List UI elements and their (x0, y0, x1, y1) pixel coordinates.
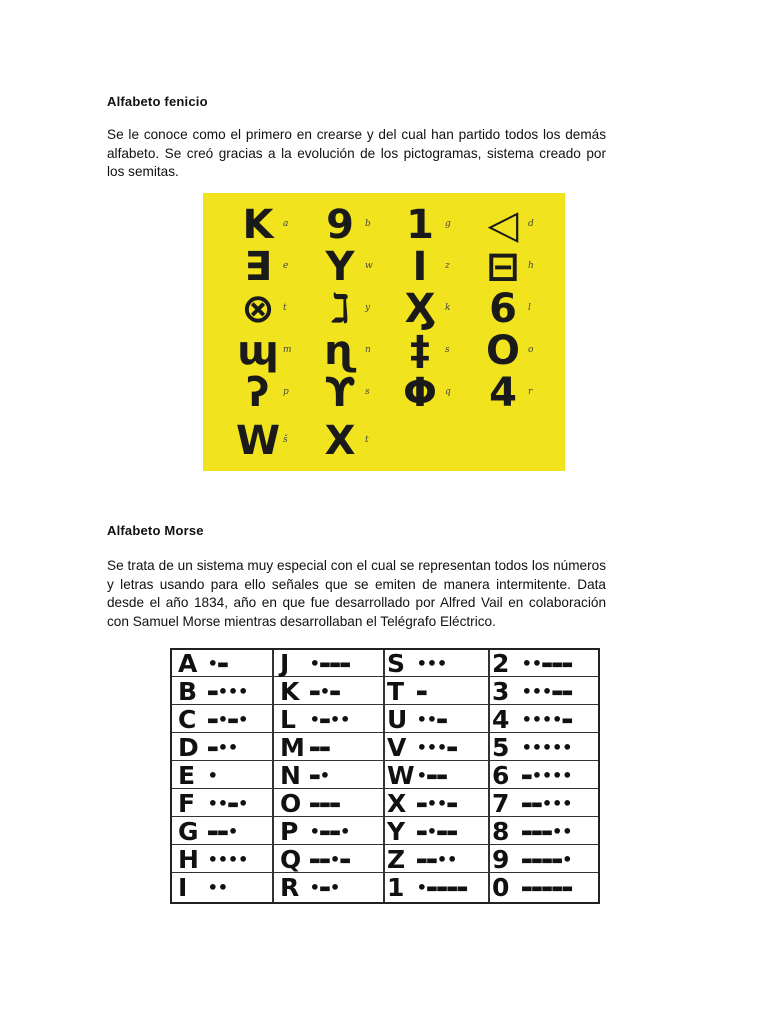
morse-code: ▬▬▬▬▬ (522, 878, 573, 897)
morse-character: I (178, 873, 187, 902)
morse-character: P (280, 817, 298, 846)
morse-entry (280, 706, 351, 733)
morse-character: W (387, 761, 414, 790)
morse-code: •▬▬ (417, 766, 448, 785)
morse-code: •▬ (208, 654, 229, 673)
phoenician-glyph: W (235, 418, 281, 464)
phoenician-glyph: ∃ (244, 244, 272, 290)
phoenician-latin-letter: d (528, 219, 534, 229)
phoenician-glyph: ʔ (246, 370, 270, 416)
morse-entry (387, 790, 458, 817)
morse-code: ▬••• (208, 682, 249, 701)
morse-entry (280, 734, 330, 761)
phoenician-heading: Alfabeto fenicio (107, 94, 208, 109)
morse-code: ▬▬▬ (310, 794, 341, 813)
morse-character: Y (387, 817, 405, 846)
morse-entry (387, 650, 447, 677)
morse-entry (492, 818, 573, 845)
morse-character: 9 (492, 845, 509, 874)
phoenician-glyph: 9 (326, 202, 354, 248)
morse-character: R (280, 873, 299, 902)
morse-character: C (178, 705, 196, 734)
morse-heading: Alfabeto Morse (107, 523, 204, 538)
morse-entry (387, 706, 447, 733)
phoenician-glyph: ⊗ (241, 286, 275, 332)
morse-code: ▬• (310, 766, 331, 785)
morse-character: 0 (492, 873, 509, 902)
morse-entry (492, 678, 573, 705)
morse-character: 6 (492, 761, 509, 790)
phoenician-latin-letter: š (283, 435, 288, 445)
morse-entry (387, 846, 458, 873)
morse-character: G (178, 817, 198, 846)
morse-entry (280, 762, 330, 789)
morse-character: 1 (387, 873, 404, 902)
phoenician-latin-letter: p (283, 387, 289, 397)
morse-character: A (178, 649, 197, 678)
phoenician-latin-letter: k (445, 303, 451, 313)
morse-code: ••••▬ (522, 710, 573, 729)
morse-code: • (208, 766, 219, 785)
phoenician-glyph: ɰ (237, 328, 279, 374)
morse-character: K (280, 677, 299, 706)
phoenician-alphabet-image (203, 193, 565, 471)
phoenician-glyph: 4 (489, 370, 517, 416)
morse-code-table (170, 648, 600, 904)
phoenician-latin-letter: l (528, 303, 531, 313)
morse-character: S (387, 649, 405, 678)
morse-code: ▬▬ (310, 738, 331, 757)
morse-code: ▬•▬• (208, 710, 249, 729)
morse-entry (387, 762, 447, 789)
morse-entry (280, 874, 340, 901)
morse-entry (178, 706, 249, 733)
phoenician-latin-letter: s (365, 387, 370, 397)
phoenician-latin-letter: r (528, 387, 533, 397)
morse-character: M (280, 733, 304, 762)
phoenician-glyph: 1 (406, 202, 434, 248)
morse-character: O (280, 789, 301, 818)
morse-entry (387, 678, 427, 705)
phoenician-glyph: Ӽ (404, 286, 436, 332)
morse-code: ▬•▬▬ (417, 822, 458, 841)
phoenician-latin-letter: t (283, 303, 287, 313)
morse-code: ▬•• (208, 738, 239, 757)
morse-code: •▬▬• (310, 822, 351, 841)
morse-entry (492, 846, 573, 873)
morse-character: U (387, 705, 407, 734)
phoenician-glyph: ⊟ (486, 244, 520, 290)
morse-code: ••••• (522, 738, 573, 757)
morse-column-divider (383, 650, 385, 902)
morse-character: H (178, 845, 198, 874)
morse-code: •▬• (310, 878, 341, 897)
phoenician-latin-letter: g (445, 219, 451, 229)
morse-character: B (178, 677, 197, 706)
phoenician-latin-letter: t (365, 435, 369, 445)
morse-entry (387, 818, 458, 845)
morse-entry (280, 846, 351, 873)
phoenician-latin-letter: n (365, 345, 371, 355)
morse-entry (280, 678, 340, 705)
phoenician-glyph: I (412, 244, 428, 290)
morse-character: T (387, 677, 404, 706)
morse-entry (492, 790, 573, 817)
morse-character: 4 (492, 705, 509, 734)
morse-code: •▬▬▬ (310, 654, 351, 673)
phoenician-glyph: ϒ (325, 370, 355, 416)
morse-entry (280, 790, 340, 817)
morse-character: 8 (492, 817, 509, 846)
morse-entry (492, 874, 573, 901)
phoenician-glyph: ɳ (324, 328, 356, 374)
morse-code: ••• (417, 654, 448, 673)
morse-entry (178, 818, 238, 845)
phoenician-latin-letter: b (365, 219, 371, 229)
morse-character: D (178, 733, 198, 762)
morse-paragraph: Se trata de un sistema muy especial con el cual se representan todos los números y letras usando para ello señales que se emiten de manera intermitente. Data desde el año 1834, año en que fue desarrollado por Alfred Vail en colaboración con Samuel Morse mientras desarrollaban el Telégrafo Eléctrico. (107, 558, 606, 629)
morse-character: 3 (492, 677, 509, 706)
morse-character: Q (280, 845, 301, 874)
phoenician-latin-letter: w (365, 261, 373, 271)
morse-code: ▬▬▬▬• (522, 850, 573, 869)
phoenician-glyph: ℷ (330, 286, 350, 332)
morse-code: ▬▬•▬ (310, 850, 351, 869)
morse-entry (492, 762, 573, 789)
morse-entry (387, 734, 458, 761)
morse-code: ▬▬••• (522, 794, 573, 813)
phoenician-glyph: X (324, 418, 356, 464)
morse-code: •▬▬▬▬ (417, 878, 468, 897)
phoenician-glyph: Φ (402, 370, 437, 416)
morse-character: L (280, 705, 295, 734)
morse-code: ▬ (417, 682, 428, 701)
phoenician-glyph: O (485, 328, 520, 374)
phoenician-latin-letter: h (528, 261, 534, 271)
morse-code: ▬▬•• (417, 850, 458, 869)
morse-code: •••▬ (417, 738, 458, 757)
morse-code: ▬•••• (522, 766, 573, 785)
phoenician-paragraph: Se le conoce como el primero en crearse y del cual han partido todos los demás alfabeto. Se creó gracias a la evolución de los pictogramas, sistema creado por los semitas. (107, 127, 606, 179)
morse-entry (492, 650, 573, 677)
phoenician-latin-letter: y (365, 303, 371, 313)
phoenician-latin-letter: e (283, 261, 289, 271)
phoenician-glyph: ◁ (487, 202, 519, 248)
morse-entry (178, 650, 228, 677)
morse-character: Z (387, 845, 405, 874)
morse-character: F (178, 789, 195, 818)
phoenician-latin-letter: m (283, 345, 292, 355)
morse-entry (178, 678, 249, 705)
phoenician-glyph: ‡ (410, 328, 430, 374)
morse-entry (387, 874, 468, 901)
morse-code: ••▬ (417, 710, 448, 729)
morse-character: J (280, 649, 289, 678)
phoenician-latin-letter: q (445, 387, 451, 397)
morse-code: ▬▬• (208, 822, 239, 841)
morse-code: ••▬▬▬ (522, 654, 573, 673)
morse-entry (280, 650, 351, 677)
morse-entry (280, 818, 351, 845)
morse-character: E (178, 761, 195, 790)
morse-entry (492, 706, 573, 733)
morse-code: ••▬• (208, 794, 249, 813)
phoenician-latin-letter: s (445, 345, 450, 355)
phoenician-glyph: 6 (489, 286, 517, 332)
morse-character: N (280, 761, 300, 790)
morse-column-divider (488, 650, 490, 902)
phoenician-latin-letter: a (283, 219, 289, 229)
phoenician-latin-letter: z (445, 261, 450, 271)
morse-code: •• (208, 878, 229, 897)
morse-code: •••• (208, 850, 249, 869)
morse-code: •••▬▬ (522, 682, 573, 701)
morse-character: 2 (492, 649, 509, 678)
morse-character: 7 (492, 789, 509, 818)
morse-entry (178, 846, 249, 873)
phoenician-glyph: Y (325, 244, 355, 290)
morse-entry (178, 762, 218, 789)
morse-code: •▬•• (310, 710, 351, 729)
morse-code: ▬▬▬•• (522, 822, 573, 841)
morse-entry (492, 734, 573, 761)
morse-character: X (387, 789, 406, 818)
morse-code: ▬••▬ (417, 794, 458, 813)
morse-character: 5 (492, 733, 509, 762)
morse-entry (178, 790, 249, 817)
morse-character: V (387, 733, 406, 762)
phoenician-latin-letter: o (528, 345, 534, 355)
phoenician-glyph: K (242, 202, 274, 248)
morse-code: ▬•▬ (310, 682, 341, 701)
morse-column-divider (272, 650, 274, 902)
morse-entry (178, 734, 238, 761)
morse-entry (178, 874, 228, 901)
